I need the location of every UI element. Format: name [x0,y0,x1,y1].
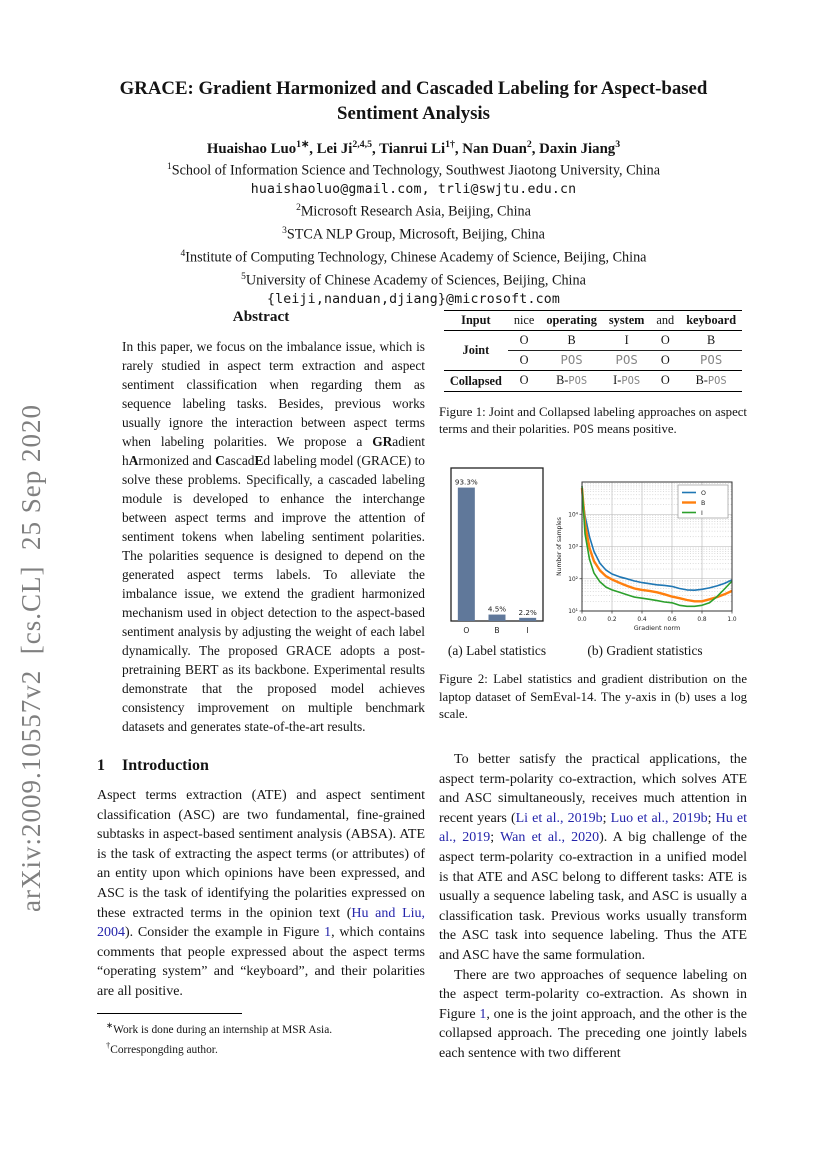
right-column [439,306,747,1064]
abstract-text: In this paper, we focus on the imbalance issue, which is rarely studied in aspect term extraction and aspect sentiment classification when regarding them as sequence labeling tasks. Besides, previous works usually ignore the interaction between aspect terms when labeling polarities. We propose a GRadient hArmonized and CascadEd labeling model (GRACE) to solve these problems. Specifically, a cascaded labeling module is developed to enhance the interchange between aspect terms and improve the attention of sentiment tokens when labeling sentiment polarities. The polarities sequence is designed to depend on the generated aspect terms labels. To alleviate the imbalance issue, we extend the gradient harmonized mechanism used in object detection to the aspect-based sentiment analysis by adjusting the weight of each label dynamically. The proposed GRACE adopts a post-pretraining BERT as its backbone. Experimental results demonstrate that the proposed model achieves consistency improvement on multiple benchmark datasets and generates state-of-the-art results. [122,339,425,734]
table-header-row: Input nice operating system and keyboard [444,311,742,331]
abstract-heading: Abstract [232,308,290,325]
affiliation-line: $^4$Institute of Computing Technology, Chinese Academy of Science, Beijing, China [180,248,647,266]
subfigure-a [448,465,547,659]
svg-text:0.2: 0.2 [606,617,617,624]
affiliation-line: $^2$Microsoft Research Asia, Beijing, China [296,203,531,221]
citation-link[interactable]: Hu et al., 2019 [439,810,747,846]
svg-text:10²: 10² [567,577,578,584]
affiliation-line: $^5$University of Chinese Academy of Sciences, Beijing, China [241,271,586,289]
svg-text:0.8: 0.8 [696,617,707,624]
footnote-rule [97,1013,242,1014]
left-column [97,306,425,1064]
figure-reference-link[interactable]: 1 [324,925,332,941]
svg-text:93.3%: 93.3% [454,477,478,487]
svg-text:I: I [526,626,529,636]
section-heading-introduction: 1 Introduction [97,757,209,774]
figure1-labeling-table [444,310,742,392]
figure2 [439,465,747,659]
citation-link[interactable]: Li et al., 2019b [515,810,603,826]
svg-text:B: B [493,626,500,636]
intro-paragraph: Aspect terms extraction (ATE) and aspect sentiment classification (ASC) are two fundamental, fine-grained subtasks in aspect-based sentiment analysis (ABSA). ATE is the task of extracting the aspect terms (or attributes) of an entity upon which opinions have been expressed, and ASC is the task of identifying the polarities expressed on these extracted terms in the opinion text (Hu and Liu, 2004). Consider the example in Figure 1, which contains comments that people expressed about the aspect terms “operating system” and “keyboard”, and their polarities are all positive. [97,788,426,999]
author-line [0,139,827,158]
svg-text:10¹: 10¹ [567,609,578,616]
citation-link[interactable]: Hu and Liu, 2004 [97,905,426,941]
author: Daxin Jiang$^3$ [539,138,621,157]
svg-text:1.0: 1.0 [726,617,737,624]
citation-link[interactable]: Wan et al., 2020 [500,830,600,846]
figure2-caption: Figure 2: Label statistics and gradient distribution on the laptop dataset of SemEval-14. The y-axis in (b) uses a log scale. [439,672,747,721]
author: Huaishao Luo$^{1∗}$, [206,138,317,157]
table-row-joint-1: Joint O B I O B [444,331,742,351]
arxiv-watermark: arXiv:2009.10557v2 [cs.CL] 25 Sep 2020 [16,404,46,912]
svg-text:0.0: 0.0 [576,617,587,624]
two-column-body [97,306,747,1064]
subfigure-b [552,477,739,659]
body-paragraph: There are two approaches of sequence labeling on the aspect term-polarity co-extraction. As shown in Figure 1, one is the joint approach, and the other is the collapsed approach. The preceding one jointly labels each sentence with two different [439,967,747,1061]
svg-text:0.4: 0.4 [636,617,647,624]
svg-text:O: O [700,490,706,498]
svg-text:10⁴: 10⁴ [567,512,578,519]
svg-text:Gradient norm: Gradient norm [633,624,680,633]
svg-text:I: I [700,510,703,518]
body-paragraph: To better satisfy the practical applications, the aspect term-polarity co-extraction, which solves ATE and ASC simultaneously, receives much attention in recent years (Li et al., 2019b; Luo et al., 2019b; Hu et al., 2019; Wan et al., 2020). A big challenge of the aspect term-polarity co-extraction in a unified model is that ATE and ASC belong to different tasks: ATE is usually a sequence labeling task, and ASC is usually a classification task. Previous works usually transform the ASC task into sequence labeling. Thus the ATE and ASC have the same formulation. [439,752,747,963]
gradient-statistics-line-chart [552,477,739,637]
subfigure-b-caption: (b) Gradient statistics [587,643,703,659]
table-row-joint-2: O POS POS O POS [444,351,742,371]
paper-header [0,76,827,309]
email-line[interactable]: huaishaoluo@gmail.com, trli@swjtu.edu.cn [250,182,577,198]
svg-text:4.5%: 4.5% [487,604,506,614]
page-title: GRACE: Gradient Harmonized and Cascaded Labeling for Aspect-based Sentiment Analysis [119,78,708,125]
subfigure-a-caption: (a) Label statistics [447,643,547,659]
citation-link[interactable]: Luo et al., 2019b [610,810,708,826]
author: Lei Ji$^{2,4,5}$, [316,138,380,157]
svg-text:Number of samples: Number of samples [555,517,563,577]
figure1-caption: Figure 1: Joint and Collapsed labeling approaches on aspect terms and their polarities. POS means positive. [439,405,747,437]
affiliation-line: $^1$School of Information Science and Technology, Southwest Jiaotong University, China [166,161,660,179]
label-statistics-bar-chart [448,465,547,637]
footnote: †Correspongding author. [106,1040,218,1056]
svg-text:0.6: 0.6 [666,617,677,624]
figure-reference-link[interactable]: 1 [479,1006,487,1022]
svg-text:10³: 10³ [567,544,578,551]
svg-text:2.2%: 2.2% [518,608,537,618]
svg-text:B: B [700,500,705,508]
email-line[interactable]: {leiji,nanduan,djiang}@microsoft.com [266,292,561,308]
affiliation-line: $^3$STCA NLP Group, Microsoft, Beijing, China [282,226,545,243]
table-row-collapsed: Collapsed O B-POS I-POS O B-POS [449,373,727,388]
author: Nan Duan$^2$, [462,138,540,157]
svg-text:O: O [462,626,469,636]
author: Tianrui $Li^{1\dagger}$, [379,138,463,157]
footnote: ∗Work is done during an internship at MSR Asia. [106,1019,333,1036]
